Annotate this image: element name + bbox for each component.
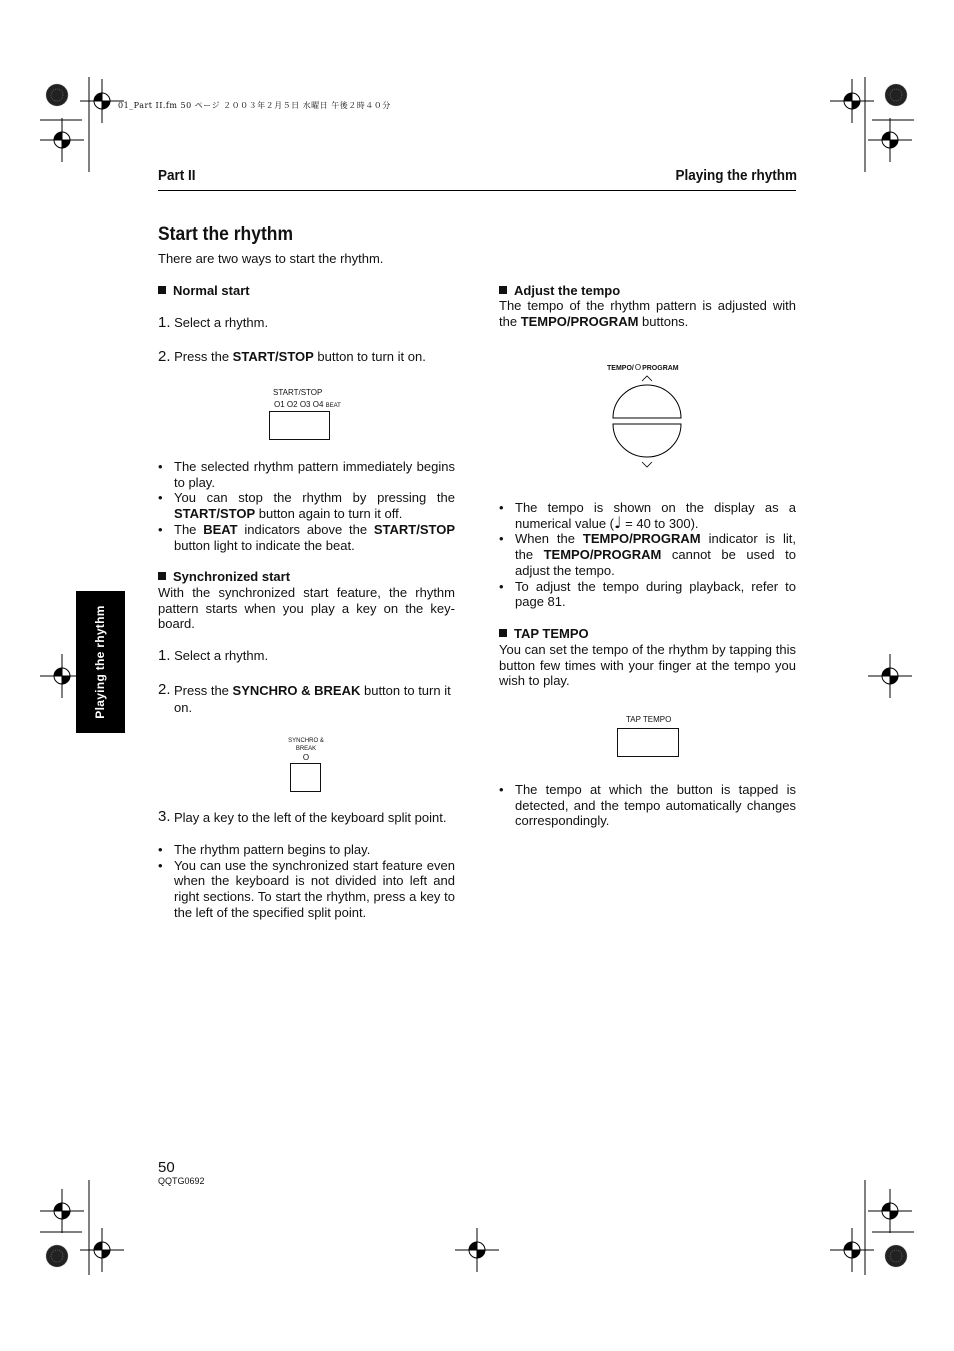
- tempo-down-button-hit[interactable]: [613, 424, 682, 457]
- list-item: • The rhythm pattern begins to play.: [158, 842, 455, 858]
- tempo-up-arrow-icon: [642, 376, 652, 381]
- list-item: • The tempo at which the button is tapped is detected, and the tempo automatically changes correspondingly.: [499, 782, 796, 829]
- beat-3: O3: [299, 400, 311, 409]
- normal-start-bullets: [158, 459, 455, 553]
- tempo-program-label: TEMPO/OPROGRAM: [607, 363, 679, 372]
- adjust-tempo-heading: Adjust the tempo: [499, 283, 620, 299]
- synchro-body: With the synchronized start feature, the rhythm pattern starts when you play a key on the key-board.: [158, 585, 455, 632]
- list-item: • When the TEMPO/PROGRAM indicator is lit, the TEMPO/PROGRAM cannot be used to adjust the tempo.: [499, 531, 796, 578]
- synchro-indicator: O: [302, 753, 310, 762]
- beat-2: O2: [286, 400, 298, 409]
- list-item: • You can stop the rhythm by pressing the START/STOP button again to turn it off.: [158, 490, 455, 521]
- tap-tempo-heading: TAP TEMPO: [499, 626, 589, 642]
- page-title: Start the rhythm: [158, 224, 294, 245]
- list-item: • To adjust the tempo during playback, refer to page 81.: [499, 579, 796, 610]
- adjust-tempo-body: The tempo of the rhythm pattern is adjusted with the TEMPO/PROGRAM buttons.: [499, 298, 796, 329]
- side-tab: [76, 591, 125, 733]
- normal-step-1: 1. Select a rhythm.: [158, 314, 269, 331]
- synchro-step-2: 2. Press the SYNCHRO & BREAK button to turn it on.: [158, 681, 451, 715]
- normal-start-heading: Normal start: [158, 283, 250, 299]
- tempo-indicator: O: [634, 363, 642, 372]
- page-number: 50: [158, 1159, 175, 1176]
- list-item: • You can use the synchronized start feature even when the keyboard is not divided into left and right sections. To start the rhythm, press a key to the left of the specified split point.: [158, 858, 455, 921]
- square-bullet-icon: [499, 286, 507, 294]
- list-item: • The tempo is shown on the display as a numerical value (♩ = 40 to 300).: [499, 500, 796, 531]
- synchro-step-3: 3. Play a key to the left of the keyboard split point.: [158, 808, 447, 825]
- synchro-label: SYNCHRO & BREAK O: [280, 737, 332, 762]
- tap-tempo-bullets: [499, 782, 796, 829]
- synchro-break-button[interactable]: [290, 763, 321, 792]
- intro-text: There are two ways to start the rhythm.: [158, 251, 384, 266]
- synchro-heading: Synchronized start: [158, 569, 290, 585]
- side-tab-label: Playing the rhythm: [93, 605, 107, 719]
- tap-tempo-button[interactable]: [617, 728, 679, 757]
- start-stop-label: START/STOP: [273, 388, 323, 397]
- list-item: • The selected rhythm pattern immediately begins to play.: [158, 459, 455, 490]
- quarter-note-icon: ♩: [614, 512, 622, 532]
- header-section: Playing the rhythm: [675, 167, 797, 184]
- normal-step-2: 2. Press the START/STOP button to turn it on.: [158, 348, 426, 365]
- square-bullet-icon: [158, 572, 166, 580]
- header-rule: [158, 190, 796, 191]
- tempo-down-arrow-icon: [642, 462, 652, 467]
- adjust-tempo-bullets: [499, 500, 796, 610]
- start-stop-button[interactable]: [269, 411, 330, 440]
- header-right-wrap: [560, 167, 797, 185]
- print-header: 01_Part II.fm 50 ページ ２００３年２月５日 水曜日 午後２時４０分: [118, 101, 391, 110]
- beat-indicators: [274, 400, 341, 409]
- beat-4: O4: [312, 400, 324, 409]
- synchro-bullets: [158, 842, 455, 921]
- tap-tempo-body: You can set the tempo of the rhythm by tapping this button few times with your finger at the tempo you wish to play.: [499, 642, 796, 689]
- synchro-step-1: 1. Select a rhythm.: [158, 647, 269, 664]
- square-bullet-icon: [499, 629, 507, 637]
- document-code: QQTG0692: [158, 1176, 205, 1186]
- beat-label: BEAT: [325, 403, 341, 409]
- tempo-up-button-hit[interactable]: [613, 385, 682, 418]
- header-part: Part II: [158, 167, 196, 184]
- beat-1: O1: [274, 400, 285, 409]
- tap-tempo-label: TAP TEMPO: [626, 715, 672, 724]
- square-bullet-icon: [158, 286, 166, 294]
- list-item: • The BEAT indicators above the START/STOP button light to indicate the beat.: [158, 522, 455, 553]
